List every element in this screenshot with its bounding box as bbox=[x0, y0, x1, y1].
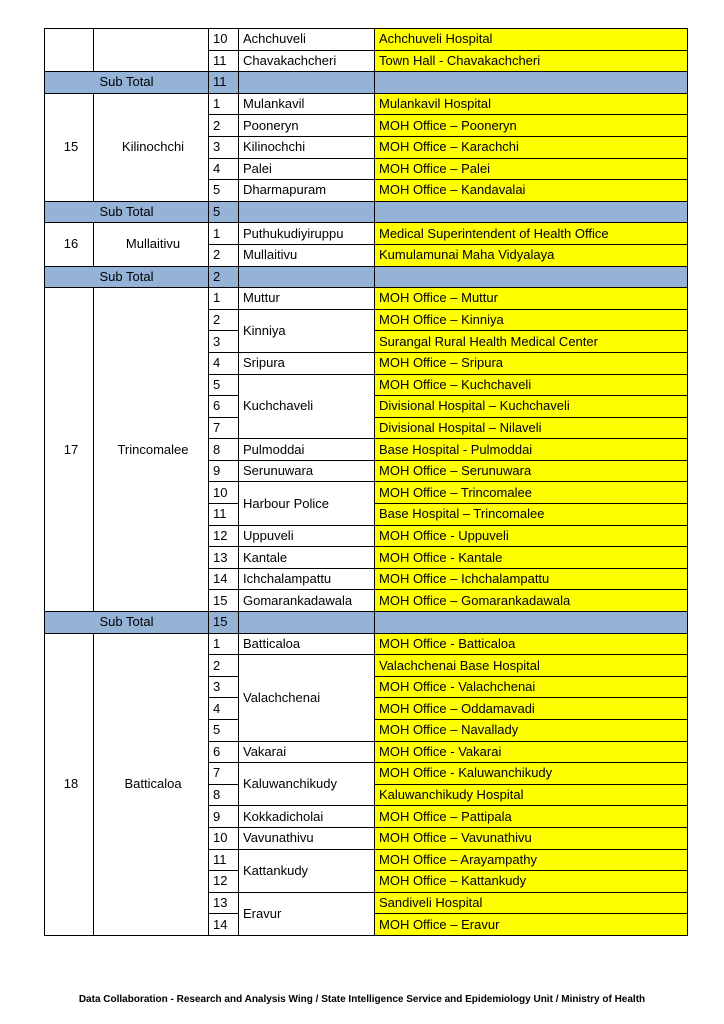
subtotal-empty-cell bbox=[375, 72, 688, 94]
police-area-cell: Mulankavil bbox=[239, 93, 375, 115]
row-number-cell: 15 bbox=[209, 590, 239, 612]
police-area-cell: Vavunathivu bbox=[239, 827, 375, 849]
police-area-cell: Kattankudy bbox=[239, 849, 375, 892]
row-number-cell: 2 bbox=[209, 655, 239, 677]
row-number-cell: 2 bbox=[209, 244, 239, 266]
location-cell: MOH Office – Sripura bbox=[375, 352, 688, 374]
location-cell: MOH Office – Arayampathy bbox=[375, 849, 688, 871]
subtotal-row bbox=[45, 612, 688, 634]
row-number-cell: 3 bbox=[209, 676, 239, 698]
location-cell: MOH Office - Kantale bbox=[375, 547, 688, 569]
district-number-cell: 15 bbox=[45, 93, 94, 201]
location-cell: MOH Office – Pooneryn bbox=[375, 115, 688, 137]
police-area-cell: Kinniya bbox=[239, 309, 375, 352]
location-cell: MOH Office – Kuchchaveli bbox=[375, 374, 688, 396]
table-row bbox=[45, 223, 688, 245]
subtotal-empty-cell bbox=[239, 612, 375, 634]
police-area-cell: Pulmoddai bbox=[239, 439, 375, 461]
location-cell: MOH Office - Vakarai bbox=[375, 741, 688, 763]
location-cell: Base Hospital – Trincomalee bbox=[375, 504, 688, 526]
location-cell: Kaluwanchikudy Hospital bbox=[375, 784, 688, 806]
district-number-cell bbox=[45, 29, 94, 72]
row-number-cell: 10 bbox=[209, 482, 239, 504]
row-number-cell: 4 bbox=[209, 698, 239, 720]
police-area-cell: Vakarai bbox=[239, 741, 375, 763]
location-cell: MOH Office – Eravur bbox=[375, 914, 688, 936]
row-number-cell: 6 bbox=[209, 396, 239, 418]
subtotal-empty-cell bbox=[375, 201, 688, 223]
subtotal-value: 11 bbox=[209, 72, 239, 94]
subtotal-row bbox=[45, 201, 688, 223]
police-area-cell: Ichchalampattu bbox=[239, 568, 375, 590]
location-cell: MOH Office – Pattipala bbox=[375, 806, 688, 828]
row-number-cell: 11 bbox=[209, 50, 239, 72]
location-cell: MOH Office – Kattankudy bbox=[375, 871, 688, 893]
police-area-cell: Sripura bbox=[239, 352, 375, 374]
location-cell: MOH Office – Serunuwara bbox=[375, 460, 688, 482]
table-row bbox=[45, 288, 688, 310]
row-number-cell: 11 bbox=[209, 504, 239, 526]
subtotal-label: Sub Total bbox=[45, 612, 209, 634]
subtotal-empty-cell bbox=[239, 201, 375, 223]
police-area-cell: Gomarankadawala bbox=[239, 590, 375, 612]
location-cell: Surangal Rural Health Medical Center bbox=[375, 331, 688, 353]
location-cell: MOH Office – Vavunathivu bbox=[375, 827, 688, 849]
police-area-cell: Muttur bbox=[239, 288, 375, 310]
row-number-cell: 3 bbox=[209, 331, 239, 353]
police-area-cell: Kilinochchi bbox=[239, 136, 375, 158]
subtotal-empty-cell bbox=[375, 612, 688, 634]
location-cell: MOH Office – Palei bbox=[375, 158, 688, 180]
location-cell: Medical Superintendent of Health Office bbox=[375, 223, 688, 245]
police-area-cell: Batticaloa bbox=[239, 633, 375, 655]
location-cell: Valachchenai Base Hospital bbox=[375, 655, 688, 677]
police-area-cell: Valachchenai bbox=[239, 655, 375, 741]
location-cell: MOH Office – Kandavalai bbox=[375, 180, 688, 202]
location-cell: MOH Office - Uppuveli bbox=[375, 525, 688, 547]
location-cell: MOH Office – Trincomalee bbox=[375, 482, 688, 504]
subtotal-empty-cell bbox=[375, 266, 688, 288]
subtotal-row bbox=[45, 72, 688, 94]
location-cell: Divisional Hospital – Nilaveli bbox=[375, 417, 688, 439]
subtotal-label: Sub Total bbox=[45, 201, 209, 223]
subtotal-label: Sub Total bbox=[45, 72, 209, 94]
police-area-cell: Mullaitivu bbox=[239, 244, 375, 266]
subtotal-value: 2 bbox=[209, 266, 239, 288]
row-number-cell: 12 bbox=[209, 871, 239, 893]
location-cell: MOH Office – Oddamavadi bbox=[375, 698, 688, 720]
row-number-cell: 10 bbox=[209, 827, 239, 849]
row-number-cell: 5 bbox=[209, 374, 239, 396]
police-area-cell: Achchuveli bbox=[239, 29, 375, 51]
row-number-cell: 1 bbox=[209, 633, 239, 655]
row-number-cell: 10 bbox=[209, 29, 239, 51]
police-area-cell: Chavakachcheri bbox=[239, 50, 375, 72]
row-number-cell: 4 bbox=[209, 352, 239, 374]
subtotal-value: 15 bbox=[209, 612, 239, 634]
row-number-cell: 14 bbox=[209, 914, 239, 936]
location-cell: Sandiveli Hospital bbox=[375, 892, 688, 914]
location-cell: Town Hall - Chavakachcheri bbox=[375, 50, 688, 72]
location-cell: MOH Office - Valachchenai bbox=[375, 676, 688, 698]
row-number-cell: 7 bbox=[209, 417, 239, 439]
page-footer: Data Collaboration - Research and Analysis Wing / State Intelligence Service and Epidemiology Unit / Ministry of Health bbox=[78, 994, 646, 1005]
row-number-cell: 1 bbox=[209, 93, 239, 115]
row-number-cell: 9 bbox=[209, 460, 239, 482]
subtotal-empty-cell bbox=[239, 72, 375, 94]
location-cell: MOH Office - Batticaloa bbox=[375, 633, 688, 655]
row-number-cell: 14 bbox=[209, 568, 239, 590]
location-cell: MOH Office – Karachchi bbox=[375, 136, 688, 158]
row-number-cell: 3 bbox=[209, 136, 239, 158]
location-cell: Divisional Hospital – Kuchchaveli bbox=[375, 396, 688, 418]
location-cell: Mulankavil Hospital bbox=[375, 93, 688, 115]
police-area-cell: Pooneryn bbox=[239, 115, 375, 137]
row-number-cell: 11 bbox=[209, 849, 239, 871]
row-number-cell: 5 bbox=[209, 180, 239, 202]
district-number-cell: 17 bbox=[45, 288, 94, 612]
row-number-cell: 1 bbox=[209, 288, 239, 310]
row-number-cell: 2 bbox=[209, 309, 239, 331]
table-row bbox=[45, 93, 688, 115]
subtotal-row bbox=[45, 266, 688, 288]
location-cell: Achchuveli Hospital bbox=[375, 29, 688, 51]
row-number-cell: 12 bbox=[209, 525, 239, 547]
police-area-cell: Serunuwara bbox=[239, 460, 375, 482]
police-area-cell: Kuchchaveli bbox=[239, 374, 375, 439]
row-number-cell: 9 bbox=[209, 806, 239, 828]
row-number-cell: 8 bbox=[209, 784, 239, 806]
table-row bbox=[45, 29, 688, 51]
subtotal-value: 5 bbox=[209, 201, 239, 223]
police-area-cell: Eravur bbox=[239, 892, 375, 935]
location-cell: MOH Office - Kaluwanchikudy bbox=[375, 763, 688, 785]
police-area-cell: Kokkadicholai bbox=[239, 806, 375, 828]
district-number-cell: 18 bbox=[45, 633, 94, 935]
row-number-cell: 5 bbox=[209, 720, 239, 742]
police-area-cell: Harbour Police bbox=[239, 482, 375, 525]
row-number-cell: 2 bbox=[209, 115, 239, 137]
location-cell: Base Hospital - Pulmoddai bbox=[375, 439, 688, 461]
location-cell: MOH Office – Ichchalampattu bbox=[375, 568, 688, 590]
district-name-cell: Mullaitivu bbox=[94, 223, 209, 266]
district-name-cell: Kilinochchi bbox=[94, 93, 209, 201]
location-cell: Kumulamunai Maha Vidyalaya bbox=[375, 244, 688, 266]
police-area-cell: Kantale bbox=[239, 547, 375, 569]
police-area-cell: Palei bbox=[239, 158, 375, 180]
police-area-cell: Puthukudiyiruppu bbox=[239, 223, 375, 245]
row-number-cell: 6 bbox=[209, 741, 239, 763]
location-cell: MOH Office – Muttur bbox=[375, 288, 688, 310]
district-name-cell: Batticaloa bbox=[94, 633, 209, 935]
row-number-cell: 8 bbox=[209, 439, 239, 461]
subtotal-label: Sub Total bbox=[45, 266, 209, 288]
locations-table bbox=[44, 28, 688, 936]
police-area-cell: Uppuveli bbox=[239, 525, 375, 547]
district-number-cell: 16 bbox=[45, 223, 94, 266]
district-name-cell: Trincomalee bbox=[94, 288, 209, 612]
row-number-cell: 7 bbox=[209, 763, 239, 785]
police-area-cell: Dharmapuram bbox=[239, 180, 375, 202]
subtotal-empty-cell bbox=[239, 266, 375, 288]
row-number-cell: 13 bbox=[209, 547, 239, 569]
location-cell: MOH Office – Navallady bbox=[375, 720, 688, 742]
row-number-cell: 1 bbox=[209, 223, 239, 245]
location-cell: MOH Office – Gomarankadawala bbox=[375, 590, 688, 612]
table-body bbox=[45, 29, 688, 936]
police-area-cell: Kaluwanchikudy bbox=[239, 763, 375, 806]
table-row bbox=[45, 633, 688, 655]
row-number-cell: 4 bbox=[209, 158, 239, 180]
row-number-cell: 13 bbox=[209, 892, 239, 914]
district-name-cell bbox=[94, 29, 209, 72]
location-cell: MOH Office – Kinniya bbox=[375, 309, 688, 331]
